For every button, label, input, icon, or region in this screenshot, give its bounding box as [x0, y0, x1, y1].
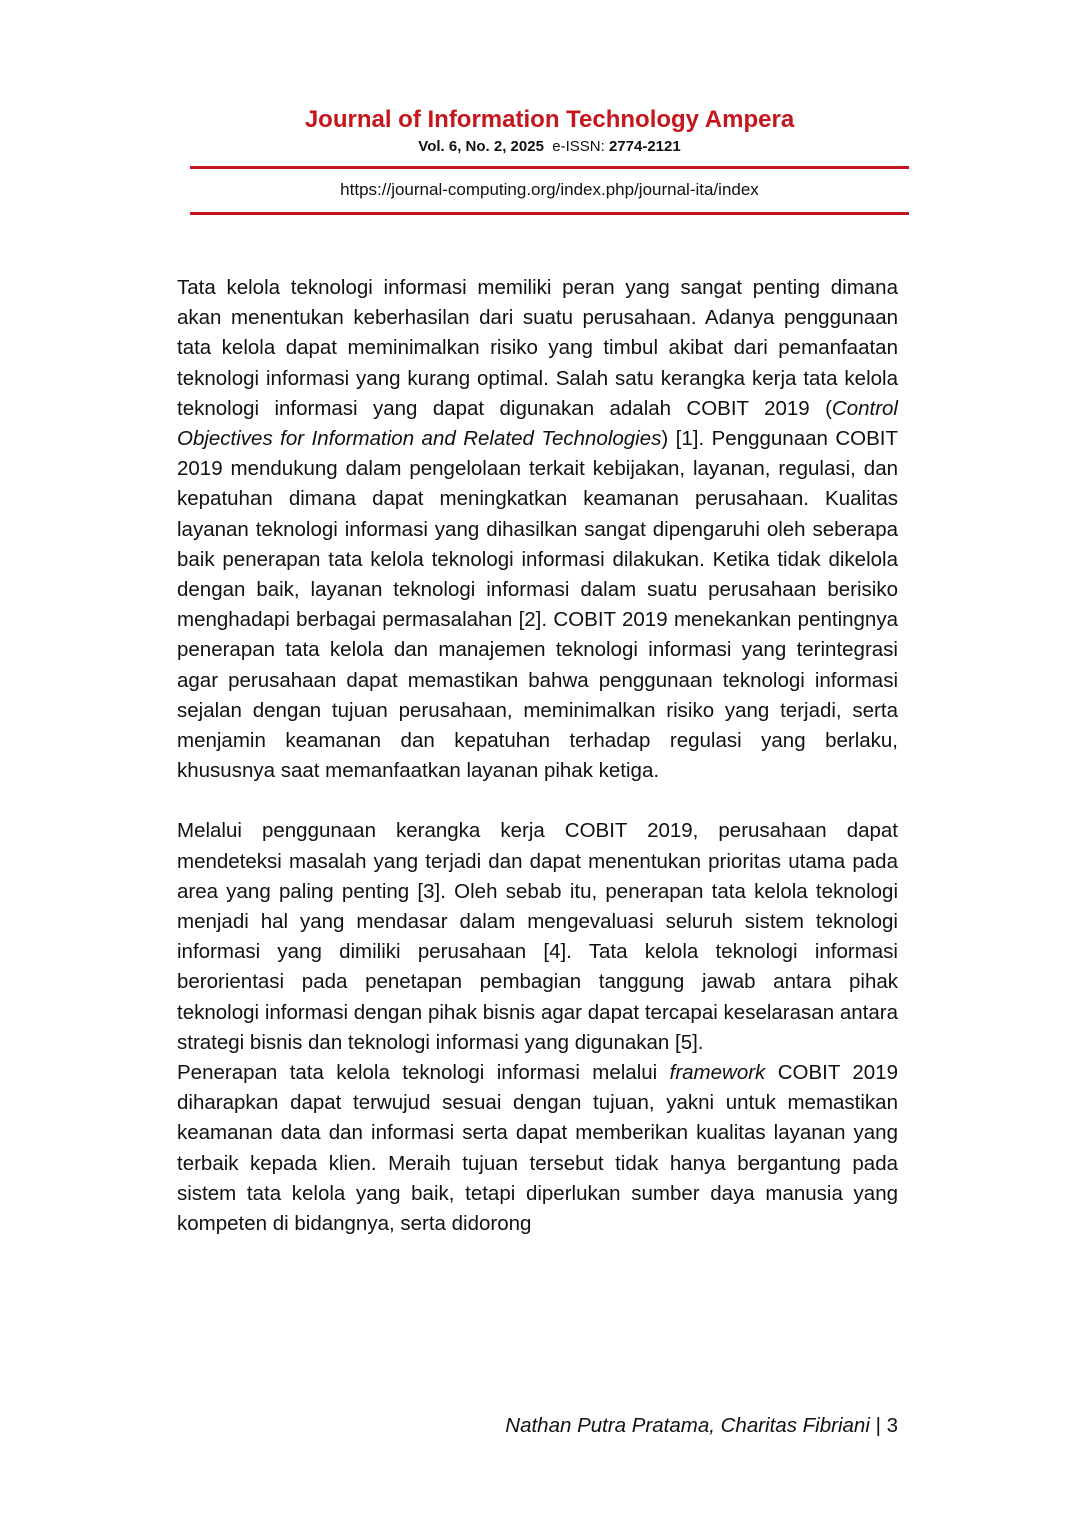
paragraph-1-italic: Control Objectives for Information and Related Technologies: [177, 396, 898, 451]
header-bottom-rule: [190, 212, 909, 215]
article-body: [177, 273, 898, 1239]
paragraph-3-text-b: COBIT 2019 diharapkan dapat terwujud sesuai dengan tujuan, yakni untuk memastikan keamanan data dan informasi serta dapat memberikan kualitas layanan yang terbaik kepada klien. Meraih tujuan tersebut tidak hanya bergantung pada sistem tata kelola yang baik, tetapi diperlukan sumber daya manusia yang kompeten di bidangnya, serta didorong: [177, 1061, 898, 1236]
paragraph-3-italic: framework: [669, 1061, 766, 1085]
volume-issn-line: [190, 136, 909, 158]
volume-info: Vol. 6, No. 2, 2025: [418, 138, 544, 155]
journal-url: https://journal-computing.org/index.php/journal-ita/index: [340, 180, 759, 199]
page-number: 3: [886, 1414, 898, 1437]
paragraph-1-text-b: ) [1]. Penggunaan COBIT 2019 mendukung dalam pengelolaan terkait kebijakan, layanan, regulasi, dan kepatuhan dimana dapat meningkatkan keamanan perusahaan. Kualitas layanan teknologi informasi yang dihasilkan sangat dipengaruhi oleh seberapa baik penerapan tata kelola teknologi informasi dilakukan. Ketika tidak dikelola dengan baik, layanan teknologi informasi dalam suatu perusahaan berisiko menghadapi berbagai permasalahan [2]. COBIT 2019 menekankan pentingnya penerapan tata kelola dan manajemen teknologi informasi yang terintegrasi agar perusahaan dapat memastikan bahwa penggunaan teknologi informasi sejalan dengan tujuan perusahaan, meminimalkan risiko yang terjadi, serta menjamin keamanan dan kepatuhan terhadap regulasi yang berlaku, khususnya saat memanfaatkan layanan pihak ketiga.: [177, 427, 899, 783]
paragraph-2: Melalui penggunaan kerangka kerja COBIT 2019, perusahaan dapat mendeteksi masalah yang terjadi dan dapat menentukan prioritas utama pada area yang paling penting [3]. Oleh sebab itu, penerapan tata kelola teknologi menjadi hal yang mendasar dalam mengevaluasi seluruh sistem teknologi informasi yang dimiliki perusahaan [4]. Tata kelola teknologi informasi berorientasi pada penetapan pembagian tanggung jawab antara pihak teknologi informasi dengan pihak bisnis agar dapat tercapai keselarasan antara strategi bisnis dan teknologi informasi yang digunakan [5].: [177, 819, 898, 1054]
journal-title: Journal of Information Technology Ampera: [304, 106, 795, 133]
footer-separator: |: [869, 1414, 887, 1437]
paragraph-1-text-a: Tata kelola teknologi informasi memiliki peran yang sangat penting dimana akan menentukan keberhasilan dari suatu perusahaan. Adanya penggunaan tata kelola dapat meminimalkan risiko yang timbul akibat dari pemanfaatan teknologi informasi yang kurang optimal. Salah satu kerangka kerja tata kelola teknologi informasi yang dapat digunakan adalah COBIT 2019 (: [177, 276, 898, 420]
issn-value: 2774-2121: [608, 138, 681, 155]
issn-label: e-ISSN:: [552, 138, 605, 155]
journal-header: [190, 104, 909, 158]
paragraph-3-text-a: Penerapan tata kelola teknologi informasi melalui: [177, 1061, 670, 1085]
page-footer: [505, 1412, 898, 1440]
header-top-rule: [190, 166, 909, 169]
paragraph-1: [177, 273, 898, 786]
paragraph-3: [177, 1058, 898, 1239]
footer-authors: Nathan Putra Pratama, Charitas Fibriani: [505, 1414, 870, 1437]
